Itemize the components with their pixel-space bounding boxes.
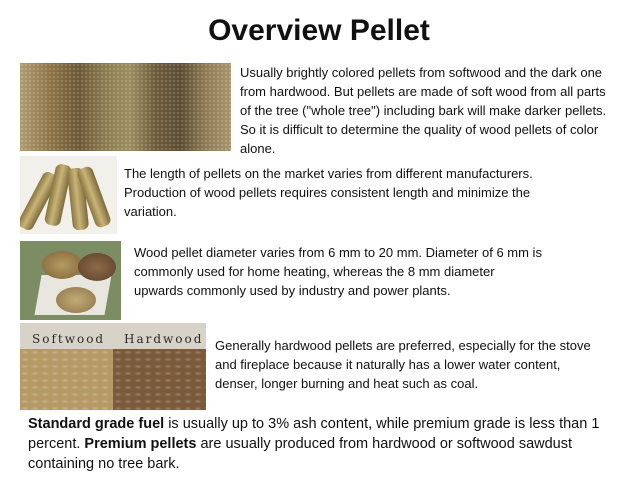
grade-summary-paragraph [28,414,608,474]
premium-pellets-label: Premium pellets [84,436,197,452]
pellet-diameter-paragraph: Wood pellet diameter varies from 6 mm to 20 mm. Diameter of 6 mm is commonly used for home heating, whereas the 8 mm diameter upwards commonly used by industry and power plants. [134,245,542,298]
pellet-diameter-photo [20,241,121,320]
standard-grade-text: is usually up to 3% ash content, while premium grade is less than 1 percent. [28,416,600,452]
standard-grade-label: Standard grade fuel [28,416,165,432]
pellet-color-paragraph: Usually brightly colored pellets from softwood and the dark one from hardwood. But pellets are made of soft wood from all parts of the tree ("whole tree") including bark will make darker pellets. So it is difficult to determine the quality of wood pellets of color alone. [240,65,607,156]
premium-pellets-text: are usually produced from hardwood or softwood sawdust containing no tree bark. [28,436,573,472]
softwood-label: Softwood [32,332,106,346]
pellet-length-photo [20,156,117,234]
hardwood-preference-paragraph: Generally hardwood pellets are preferred, especially for the stove and fireplace because it naturally has a lower water content, denser, longer burning and heat such as coal. [215,338,591,391]
pellet-length-paragraph: The length of pellets on the market varies from different manufacturers. Production of wood pellets requires consistent length and minimize the variation. [124,166,533,219]
hardwood-label: Hardwood [124,332,204,346]
slide-title: Overview Pellet [208,14,430,47]
pellet-colors-photo [20,63,231,151]
softwood-hardwood-photo [20,323,206,410]
